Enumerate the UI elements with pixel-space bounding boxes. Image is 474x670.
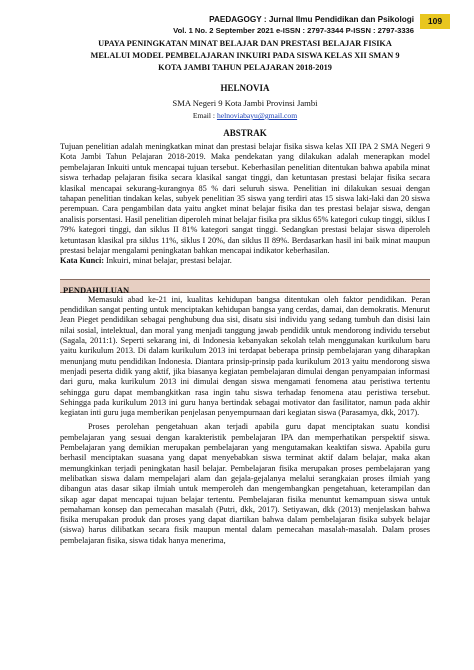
abstract-heading: ABSTRAK [223, 128, 267, 138]
section-heading: PENDAHULUAN [63, 284, 130, 295]
author-email [60, 111, 430, 121]
keywords-list: Inkuiri, minat belajar, prestasi belajar. [104, 256, 232, 266]
journal-volume-issn: Vol. 1 No. 2 September 2021 e-ISSN : 2797-3344 P-ISSN : 2797-3336 [173, 26, 414, 35]
body-paragraph: Proses perolehan pengetahuan akan terjadi apabila guru dapat menciptakan suatu kondisi pembelajaran yang sesuai dengan karakteristik pembelajaran IPA dan memperhatikan perspektif siswa. Pembelajaran yang demikian merupakan pembelajaran yang mengutamakan keaktifan siswa. Apabila guru berhasil menciptakan suasana yang dapat menyebabkan siswa terminat aktif dalam belajar, maka akan memungkinkan terjadi peningkatan hasil belajar. Pembelajaran fisika merupakan proses pembelajaran yang melibatkan siswa dalam mempelajari alam dan gejala-gejalanya melalui serangkaian proses ilmiah yang dibangun atas dasar sikap ilmiah untuk memperoleh dan mengembangkan pengetahuan, keterampilan dan sikap agar dapat mencapai tujuan belajar tertentu. Pembelajaran fisika menuntut kemampuan siswa untuk pemahaman konsep dan pemecahan masalah (Putri, dkk, 2017). Setiyawan, dkk (2013) menjelaskan bahwa fisika merupakan produk dan proses yang dapat diartikan bahwa dalam pembelajaran fisika subyek belajar (siswa) harus dilibatkan secara fisik maupun mental dalam pemecahan masalah-masalah. Dalam proses pembelajaran fisika, siswa tidak hanya menerima, [60, 422, 430, 545]
keywords [60, 256, 430, 266]
keywords-label: Kata Kunci: [60, 256, 105, 266]
body-paragraph: Memasuki abad ke-21 ini, kualitas kehidupan bangsa ditentukan oleh faktor pendidikan. Peran pendidikan sangat penting untuk menciptakan kehidupan bangsa yang cerdas, damai, dan demokratis. Menurut Jean Pieget pendidikan sebagai penghubung dua sisi, disatu sisi individu yang sedang tumbuh dan disisi lain nilai sosial, intelektual, dan moral yang menjadi tanggung jawab pendidik untuk mendorong individu tersebut (Sagala, 2011:1). Seperti sekarang ini, di Indonesia kebanyakan sekolah telah menggunakan kurikulum baru yaitu kurikulum 2013. Di dalam kurikulum 2013 ini terdapat beberapa prinsip pembelajaran yang diharapkan menunjang mutu pendidikan Indonesia. Diantara prinsip-prinsip pada kurikulum 2013 yaitu mendorong siswa menjadi peserta didik yang aktif, jika biasanya kegiatan pembelajaran dimulai dengan penyampaian informasi dari guru, maka kurikulum 2013 ini dimulai dengan siswa mengamati fenomena atau peristiwa tertentu sehingga guru dapat membangkitkan rasa ingin tahu siswa terhadap fenomena atau peristiwa tersebut. Sehingga pada kurikulum 2013 ini guru hanya bertindak sebagai motivator dan fasilitator, namun pada akhir kegiatan inti guru juga memberikan penjelasan penyempurnaan dari kegiatan siswa (Parasamya, dkk, 2017). [60, 294, 430, 418]
email-link[interactable]: helnoviabayu@gmail.com [216, 111, 298, 120]
journal-name: PAEDAGOGY : Jurnal Ilmu Pendidikan dan Psikologi [209, 15, 414, 24]
author-name: HELNOVIA [220, 83, 270, 93]
title-line: KOTA JAMBI TAHUN PELAJARAN 2018-2019 [158, 63, 332, 72]
title-line: MELALUI MODEL PEMBELAJARAN INKUIRI PADA SISWA KELAS XII SMAN 9 [90, 51, 400, 60]
article-title [60, 38, 430, 74]
abstract-text: Tujuan penelitian adalah meningkatkan minat dan prestasi belajar fisika siswa kelas XII IPA 2 SMA Negeri 9 Kota Jambi Tahun Pelajaran 2018-2019. Maka pendekatan yang dilakukan adalah menerapkan model pembelajaran Inkuiti untuk mencapai tujuan tersebut. Keberhasilan penelitian ditentukan bahwa apabila minat siswa terhadap pelajaran fisika secara klasikal sangat tinggi, dan ketuntasan prestasi belajar fisika secara klasikal mencapai sekurang-kurangnya 85 % dari seluruh siswa. Penelitian ini dilakukan sesuai dengan tahapan penelitian tindakan kelas, subyek penelitian 35 siswa yang terdiri atas 15 siswa laki-laki dan 20 siswa perempuan. Cara pengambilan data yaitu angket minat belajar fisika dan tes prestasi belajar siswa, dengan analisis porsentasi. Hasil penelitian diperoleh minat belajar fisika pra siklus 65% kategori cukup tinggi, siklus I 79% kategori tinggi, dan siklus II 81% kategori sangat tinggi. Sedangkan prestasi belajar siswa diperoleh ketuntasan klasikal pra siklus 11%, siklus I 20%, dan siklus II 89%. Berdasarkan hasil ini baik minat maupun prestasi belajar mengalami peningkatan bahkan mencapai indikator keberhasilan. [60, 142, 430, 256]
title-line: UPAYA PENINGKATAN MINAT BELAJAR DAN PRESTASI BELAJAR FISIKA [98, 39, 392, 48]
author-affiliation: SMA Negeri 9 Kota Jambi Provinsi Jambi [172, 98, 318, 108]
page-number: 109 [420, 14, 450, 29]
article-content [60, 38, 430, 546]
section-heading-bar [60, 279, 430, 293]
email-label: Email : [192, 111, 216, 120]
